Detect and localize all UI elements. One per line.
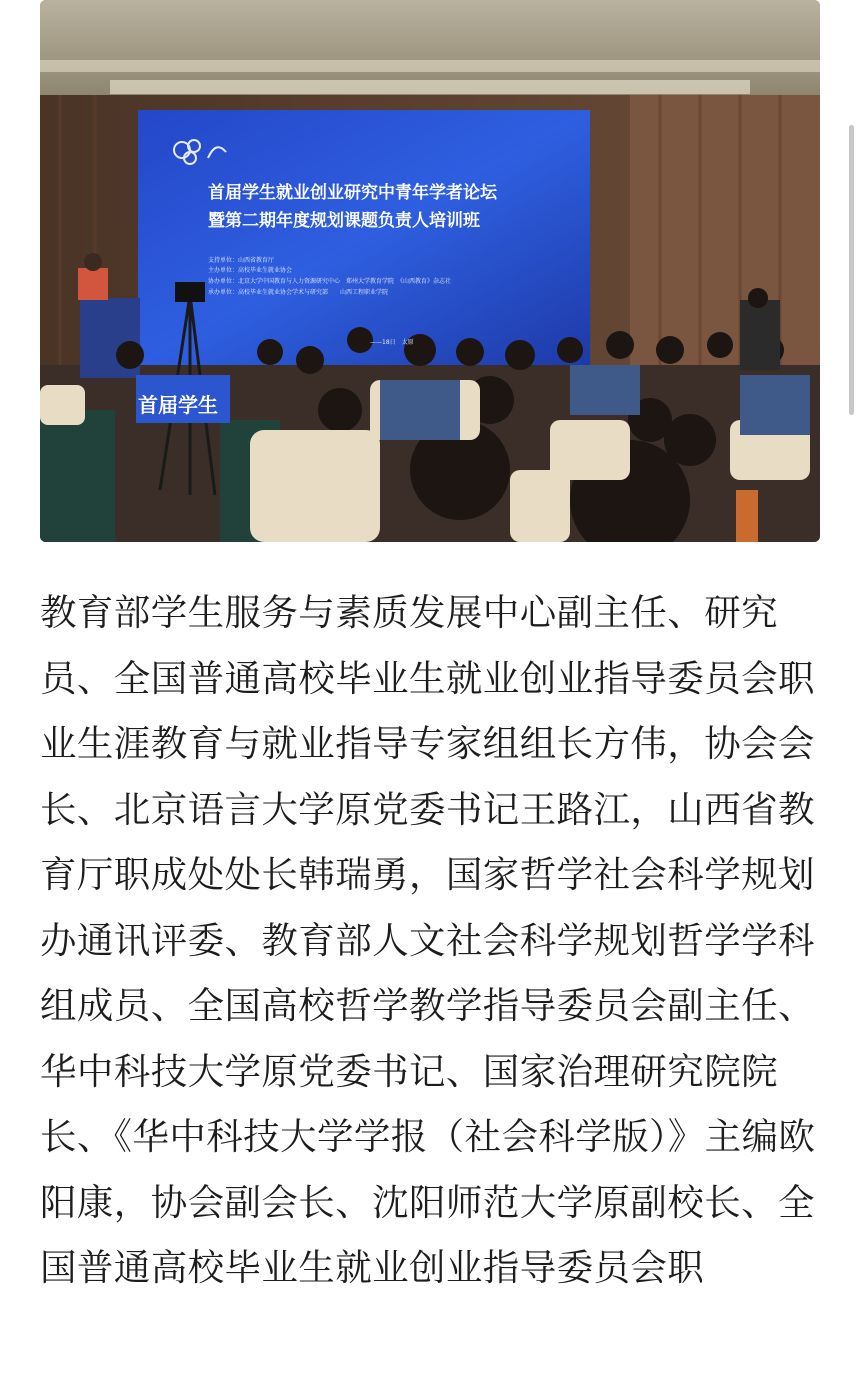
article-paragraph: 教育部学生服务与素质发展中心副主任、研究员、全国普通高校毕业生就业创业指导委员会职业生涯教育与就业指导专家组组长方伟，协会会长、北京语言大学原党委书记王路江，山西省教育厅职成处处长韩瑞勇，国家哲学社会科学规划办通讯评委、教育部人文社会科学规划哲学学科组成员、全国高校哲学教学指导委员会副主任、华中科技大学原党委书记、国家治理研究院院长、《华中科技大学学报（社会科学版）》主编欧阳康，协会副会长、沈阳师范大学原副校长、全国普通高校毕业生就业创业指导委员会职 [40, 591, 816, 1289]
scrollbar[interactable] [849, 125, 854, 415]
banner-organizer: 承办单位：高校毕业生就业协会学术与研究部 山西工程职业学院 [208, 289, 389, 296]
conference-photo[interactable] [40, 0, 820, 542]
banner-bottom-text: 首届学生 [138, 393, 218, 417]
banner-supporter: 支持单位：山西省教育厅 [208, 257, 275, 264]
banner-co-host: 协办单位：北京大学中国教育与人力资源研究中心 郑州大学教育学院 《山西教育》杂志社 [208, 278, 452, 285]
banner-host: 主办单位：高校毕业生就业协会 [208, 267, 293, 274]
banner-date: ——18日 太原 [370, 339, 414, 346]
banner-title-line1: 首届学生就业创业研究中青年学者论坛 [208, 183, 497, 203]
banner-title-line2: 暨第二期年度规划课题负责人培训班 [208, 211, 480, 231]
